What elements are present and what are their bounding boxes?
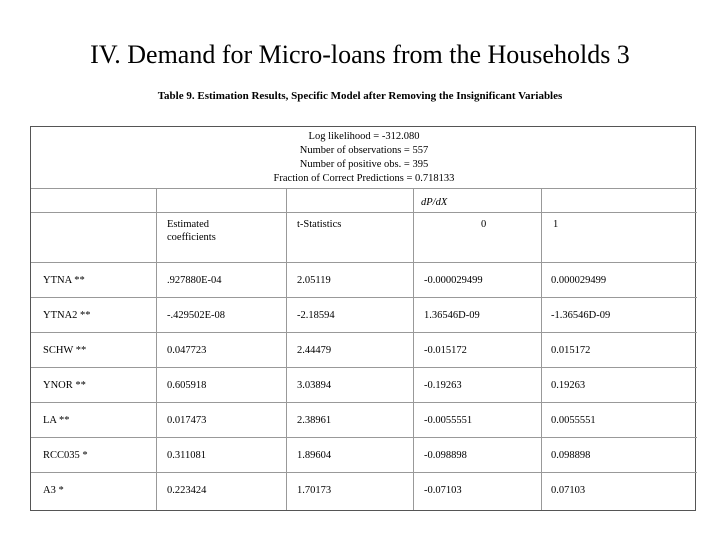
dpdx-label: dP/dX [421,197,448,208]
column-header-row [31,213,697,263]
coefficient-value: 0.223424 [167,485,207,496]
marginal-effect-1: -1.36546D-09 [551,310,611,321]
variable-name: A3 * [43,485,64,496]
marginal-effects-header [31,189,697,213]
table-caption: Table 9. Estimation Results, Specific Model after Removing the Insignificant Variables [157,90,563,102]
marginal-effect-1: 0.0055551 [551,415,596,426]
coefficient-value: -.429502E-08 [167,310,226,321]
coefficient-value: 0.017473 [167,415,207,426]
fraction-correct-predictions: Fraction of Correct Predictions = 0.718133 [273,173,455,184]
coefficient-value: 0.047723 [167,345,207,356]
t-statistic-value: 2.05119 [297,275,331,286]
marginal-effect-0: -0.015172 [424,345,467,356]
table-row [31,263,697,298]
table-row [31,438,697,473]
results-table [30,126,696,511]
marginal-effect-1: 0.000029499 [551,275,607,286]
t-statistic-value: 3.03894 [297,380,332,391]
slide-title: IV. Demand for Micro-loans from the Households 3 [90,40,630,69]
table-row [31,298,697,333]
log-likelihood: Log likelihood = -312.080 [308,131,420,142]
header-t-statistics: t-Statistics [297,219,342,230]
marginal-effect-1: 0.098898 [551,450,591,461]
marginal-effect-0: -0.0055551 [424,415,473,426]
marginal-effect-1: 0.07103 [551,485,586,496]
marginal-effect-0: 1.36546D-09 [424,310,480,321]
marginal-effect-1: 0.19263 [551,380,586,391]
marginal-effect-0: -0.19263 [424,380,462,391]
variable-name: YTNA2 ** [43,310,91,321]
variable-name: RCC035 * [43,450,88,461]
table-row [31,368,697,403]
number-of-positive-obs: Number of positive obs. = 395 [299,159,429,170]
header-dpdx-0: 0 [481,219,487,230]
marginal-effect-1: 0.015172 [551,345,591,356]
header-estimated-coefficients: Estimated coefficients [167,219,216,243]
t-statistic-value: 1.70173 [297,485,332,496]
number-of-observations: Number of observations = 557 [299,145,429,156]
table-row [31,403,697,438]
marginal-effect-0: -0.07103 [424,485,462,496]
variable-name: SCHW ** [43,345,87,356]
table-row [31,473,697,508]
t-statistic-value: 2.44479 [297,345,332,356]
marginal-effect-0: -0.000029499 [424,275,483,286]
variable-name: YTNA ** [43,275,85,286]
t-statistic-value: -2.18594 [297,310,335,321]
header-dpdx-1: 1 [553,219,559,230]
t-statistic-value: 2.38961 [297,415,332,426]
marginal-effect-0: -0.098898 [424,450,467,461]
coefficient-value: 0.311081 [167,450,206,461]
table-row [31,333,697,368]
coefficient-value: .927880E-04 [167,275,222,286]
coefficient-value: 0.605918 [167,380,207,391]
model-statistics [31,127,697,189]
variable-name: YNOR ** [43,380,86,391]
variable-name: LA ** [43,415,70,426]
t-statistic-value: 1.89604 [297,450,332,461]
